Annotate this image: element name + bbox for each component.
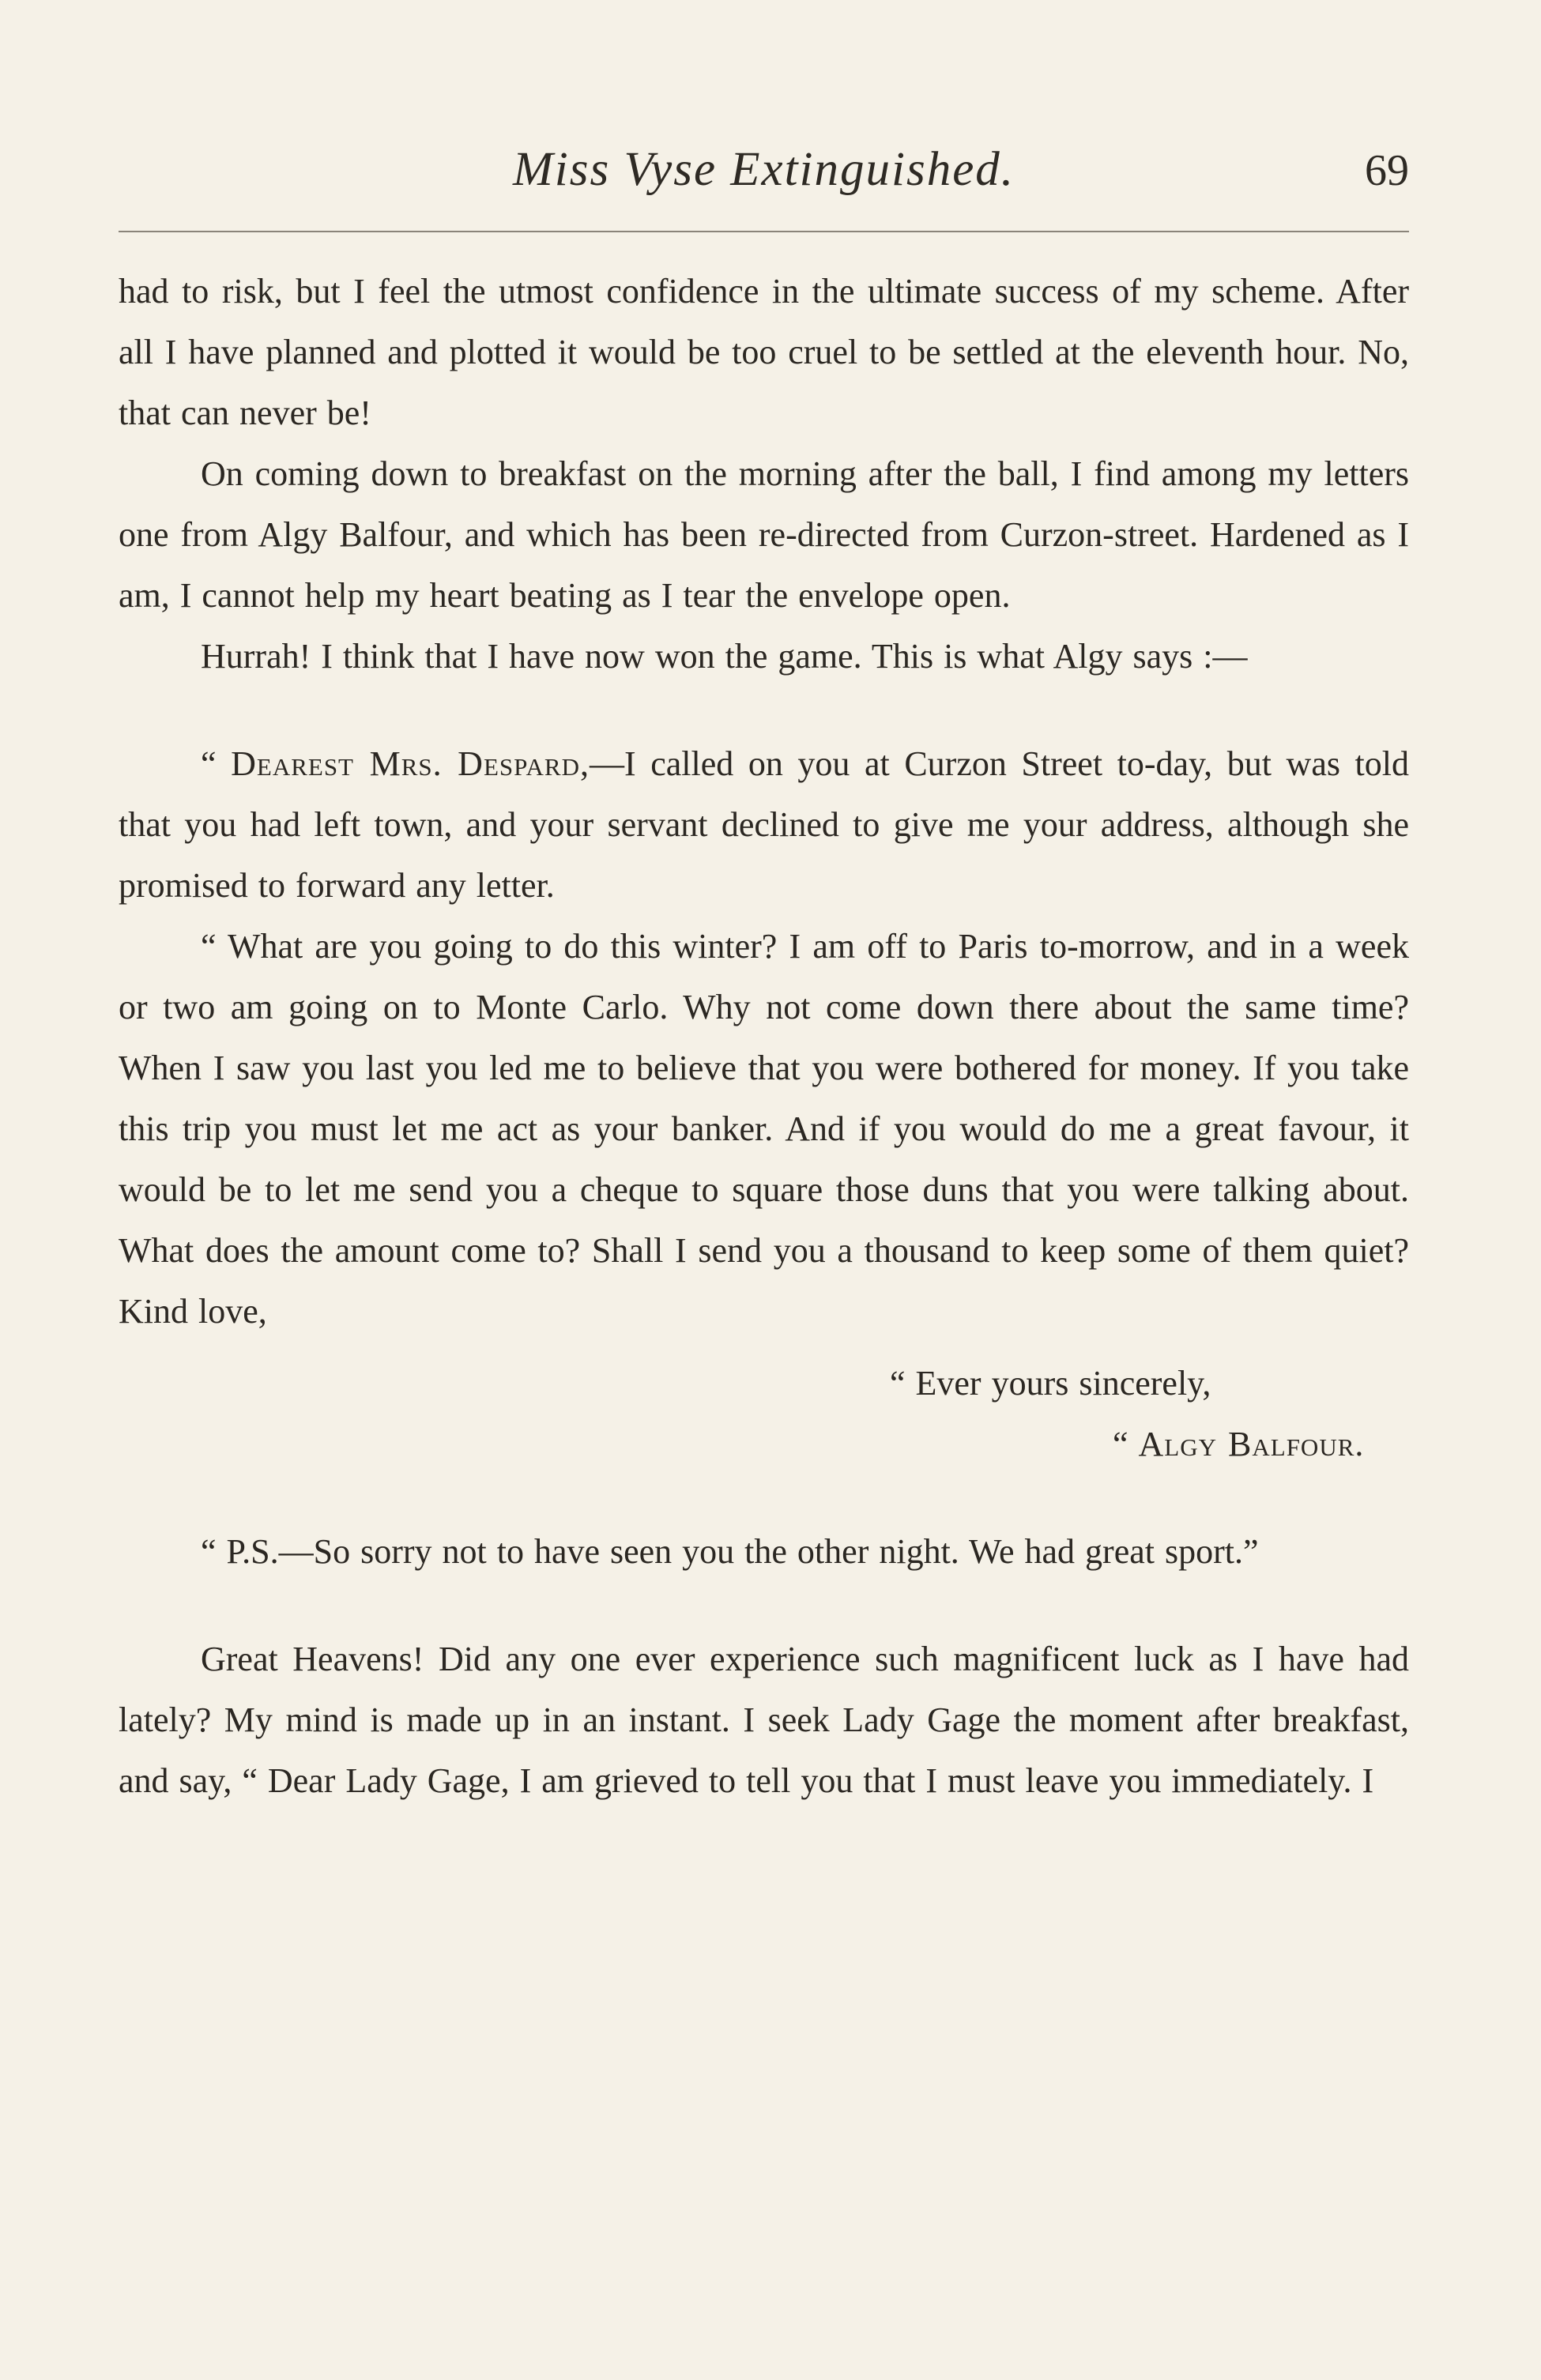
running-title: Miss Vyse Extinguished. [512,143,1015,196]
page-number: 69 [1365,146,1409,195]
letter-salutation: Dearest Mrs. Despard, [231,744,590,783]
book-page [119,119,1409,2284]
letter-paragraph: “ What are you going to do this winter? I am off to Paris to-morrow, and in a week or two am going on to Monte Carlo. Why not come down there about the same time? When I saw you last you led me to believe that you were bothered for money. If you take this trip you must let me act as your banker. And if you would do me a great favour, it would be to let me send you a cheque to square those duns that you were talking about. What does the amount come to? Shall I send you a thousand to keep some of them quiet? Kind love, [119,927,1409,1331]
paragraph-hurrah: Hurrah! I think that I have now won the game. This is what Algy says :— [201,637,1248,676]
letter-signature-line [119,1414,1409,1474]
letter-salutation-rest: —I called on you at Curzon Street to-day, but was told that you had left town, and your servant declined to give me your address, although she promised to forward any letter. [119,744,1409,905]
letter-salutation-quote: “ [201,744,232,783]
letter-closing: “ Ever yours sincerely, [890,1364,1211,1403]
header-rule [119,231,1409,232]
paragraph-breakfast: On coming down to breakfast on the morning after the ball, I find among my letters one from Algy Balfour, and which has been re-directed from Curzon-street. Hardened as I am, I cannot help my heart beating as I tear the envelope open. [119,454,1409,615]
letter-signature-quote: “ [1113,1425,1139,1463]
letter-opening [119,733,1409,916]
running-head [119,142,1409,213]
letter-postscript: “ P.S.—So sorry not to have seen you the other night. We had great sport.” [201,1532,1259,1571]
body-text [119,261,1409,1811]
paragraph-great-heavens: Great Heavens! Did any one ever experience such magnificent luck as I have had lately? My mind is made up in an instant. I seek Lady Gage the moment after breakfast, and say, “ Dear Lady Gage, I am grieved to tell you that I must leave you immediately. I [119,1640,1409,1800]
paragraph-continued: had to risk, but I feel the utmost confidence in the ultimate success of my scheme. After all I have planned and plotted it would be too cruel to be settled at the eleventh hour. No, that can never be! [119,272,1409,432]
letter-signature: Algy Balfour. [1138,1425,1365,1463]
